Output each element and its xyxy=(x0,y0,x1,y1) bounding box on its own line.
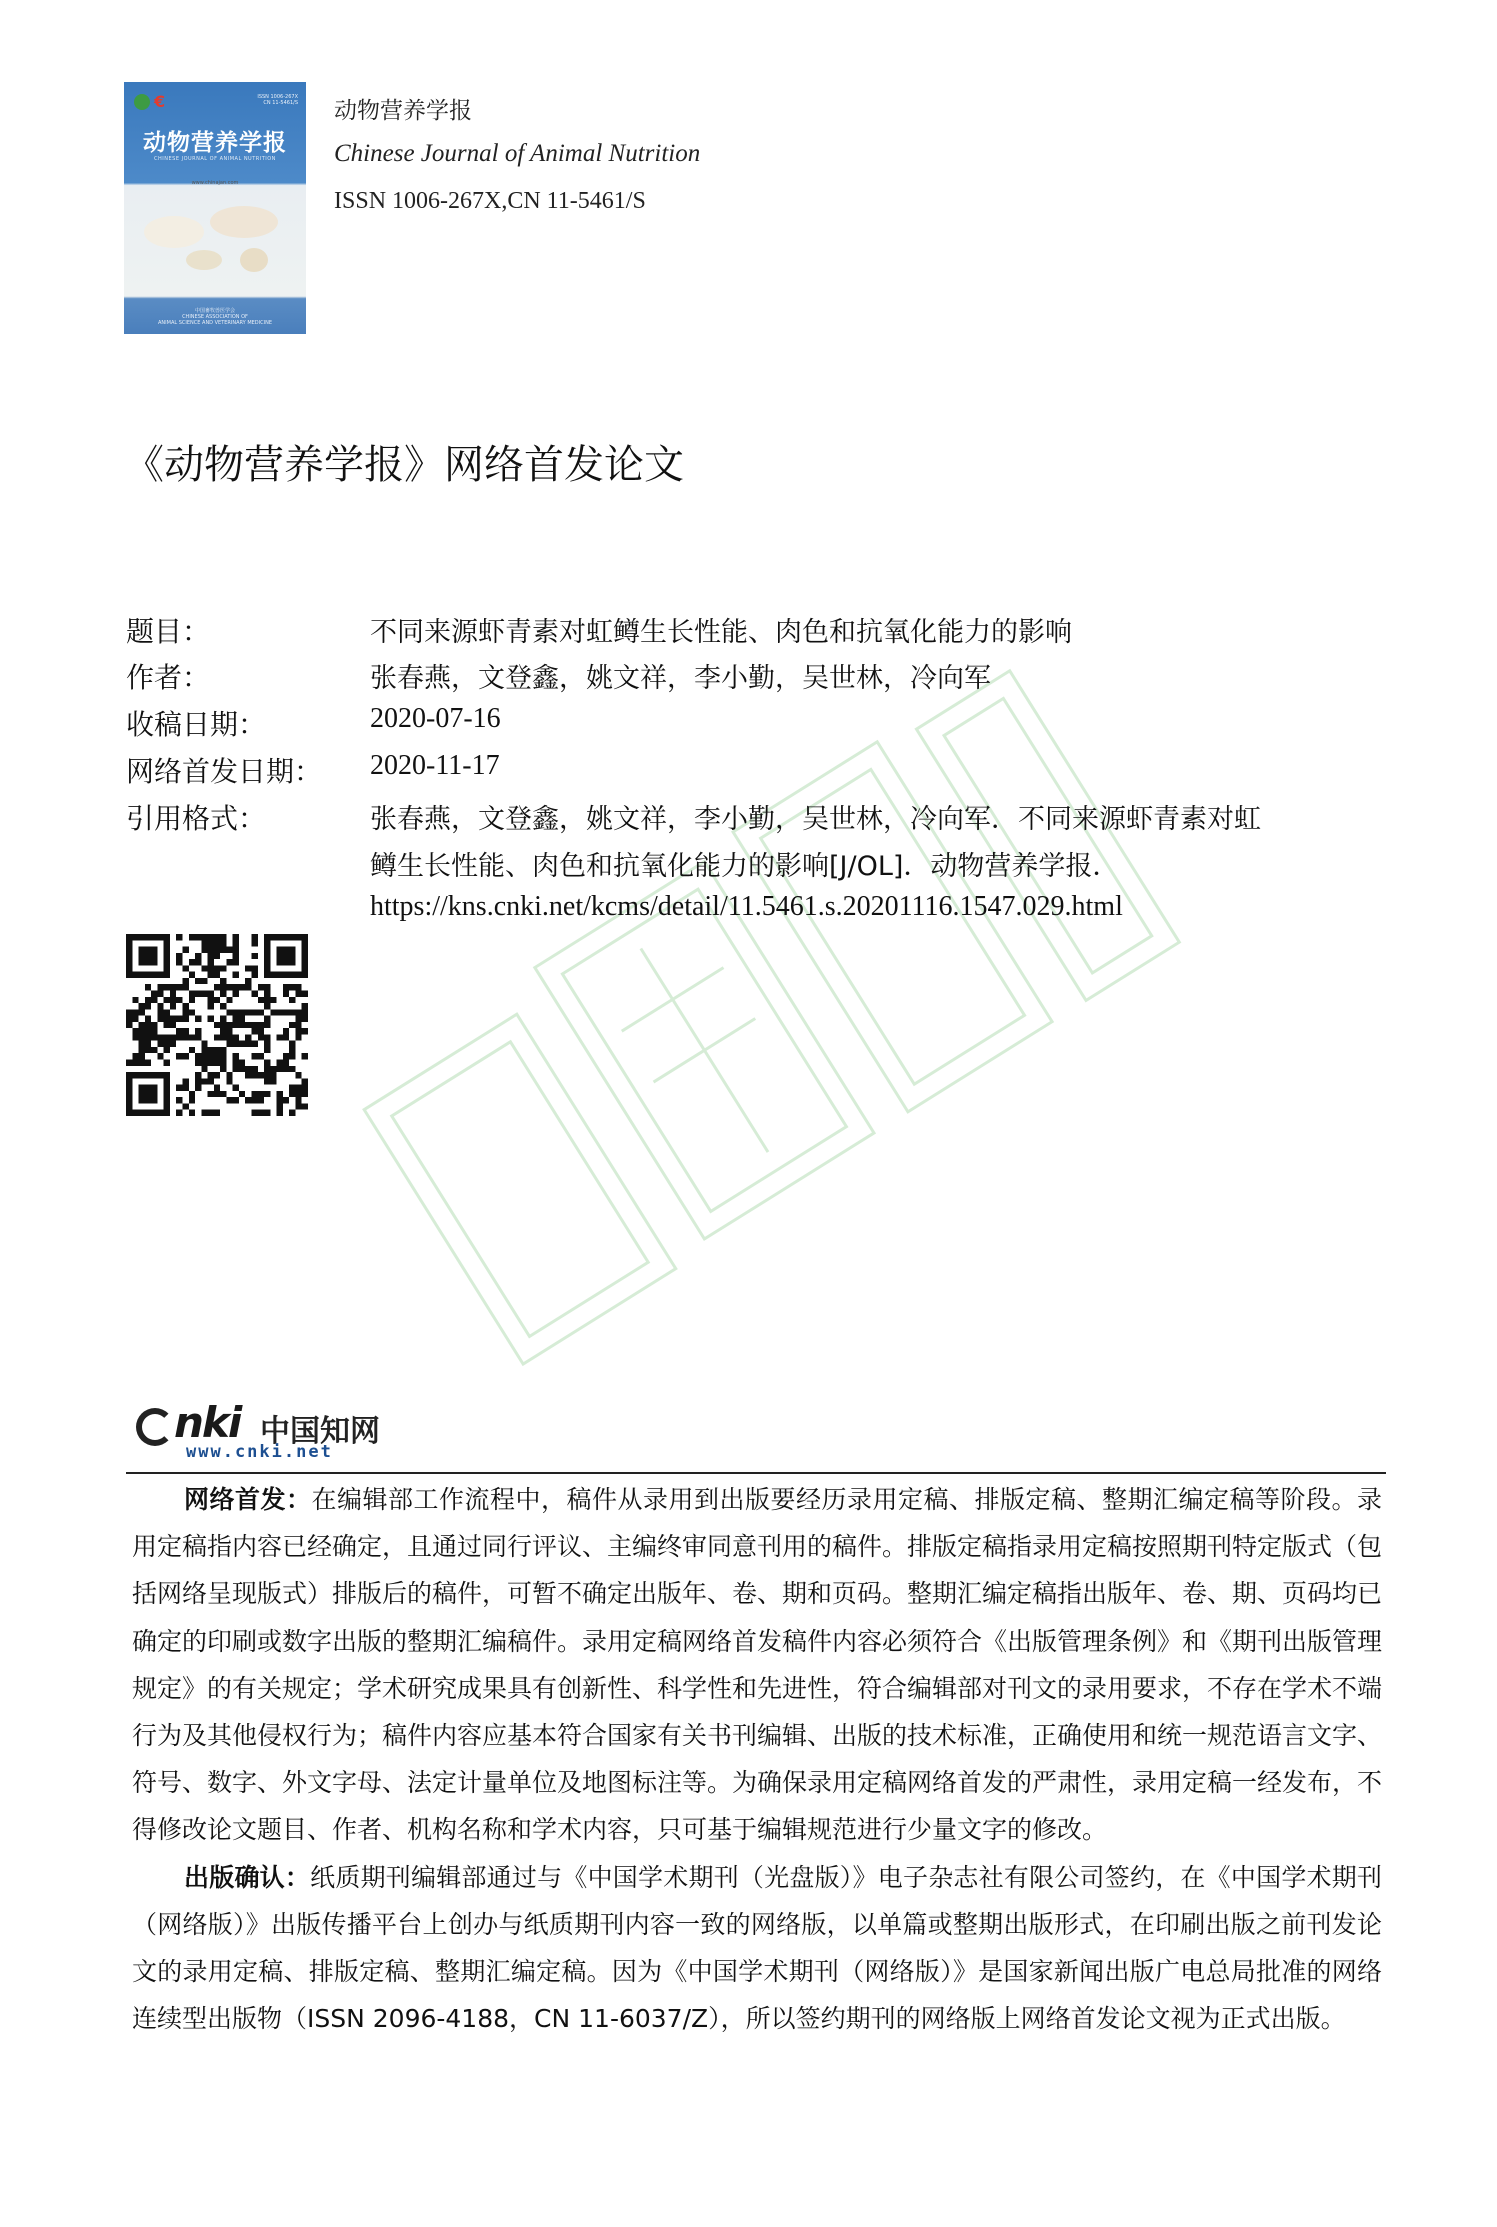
cnki-logo-word: nki xyxy=(174,1398,241,1447)
publication-confirm-lead: 出版确认： xyxy=(184,1862,311,1892)
online-first-text: 在编辑部工作流程中，稿件从录用到出版要经历录用定稿、排版定稿、整期汇编定稿等阶段。录用定稿指内容已经确定，且通过同行评议、主编终审同意刊用的稿件。排版定稿指录用定稿按照期刊特定版式（包括网络呈现版式）排版后的稿件，可暂不确定出版年、卷、期和页码。整期汇编定稿指出版年、卷、期、页码均已确定的印刷或数字出版的整期汇编稿件。录用定稿网络首发稿件内容必须符合《出版管理条例》和《期刊出版管理规定》的有关规定；学术研究成果具有创新性、科学性和先进性，符合编辑部对刊文的录用要求，不存在学术不端行为及其他侵权行为；稿件内容应基本符合国家有关书刊编辑、出版的技术标准，正确使用和统一规范语言文字、符号、数字、外文字母、法定计量单位及地图标注等。为确保录用定稿网络首发的严肃性，录用定稿一经发布，不得修改论文题目、作者、机构名称和学术内容，只可基于编辑规范进行少量文字的修改。 xyxy=(132,1485,1383,1845)
citation-url-link[interactable]: https://kns.cnki.net/kcms/detail/11.5461.s.20201116.1547.029.html xyxy=(370,891,1123,922)
animal-silhouettes-icon xyxy=(134,192,296,282)
cover-footer: 中国畜牧兽医学会 CHINESE ASSOCIATION OF ANIMAL SCIENCE AND VETERINARY MEDICINE xyxy=(158,308,272,326)
journal-name-cn: 动物营养学报 xyxy=(334,98,472,124)
cnki-watermark xyxy=(250,560,1250,1460)
journal-logo-icon xyxy=(134,94,150,110)
cover-issn: ISSN 1006-267X CN 11-5461/S xyxy=(257,94,298,106)
online-date-label: 网络首发日期： xyxy=(126,755,323,788)
title-label: 题目： xyxy=(126,615,211,648)
qr-code-icon[interactable] xyxy=(126,934,308,1116)
received-date-value: 2020-07-16 xyxy=(370,703,501,734)
cnki-c-icon xyxy=(136,1408,174,1446)
journal-issn: ISSN 1006-267X,CN 11-5461/S xyxy=(334,188,646,214)
publication-confirm-text: 纸质期刊编辑部通过与《中国学术期刊（光盘版）》电子杂志社有限公司签约，在《中国学术期刊（网络版）》出版传播平台上创办与纸质期刊内容一致的网络版，以单篇或整期出版形式，在印刷出版之前刊发论文的录用定稿、排版定稿、整期汇编定稿。因为《中国学术期刊（网络版）》是国家新闻出版广电总局批准的网络连续型出版物（ISSN 2096-4188，CN 11-6037/Z），所以签约期刊的网络版上网络首发论文视为正式出版。 xyxy=(132,1862,1382,2034)
cover-subtitle: CHINESE JOURNAL OF ANIMAL NUTRITION xyxy=(154,156,276,162)
online-first-paragraph xyxy=(132,1476,1382,1854)
citation-line-2: 鳟生长性能、肉色和抗氧化能力的影响[J/OL]．动物营养学报． xyxy=(370,851,1120,882)
online-first-lead: 网络首发： xyxy=(184,1485,312,1514)
citation-label: 引用格式： xyxy=(126,802,267,835)
citation-line-1: 张春燕，文登鑫，姚文祥，李小勤，吴世林，冷向军．不同来源虾青素对虹 xyxy=(370,804,1261,835)
cnki-url: www.cnki.net xyxy=(186,1442,333,1462)
publication-confirm-paragraph xyxy=(132,1854,1382,2043)
cnki-logo xyxy=(130,1400,390,1462)
journal-name-en: Chinese Journal of Animal Nutrition xyxy=(334,140,701,167)
cover-url: www.chinajan.com xyxy=(191,180,239,186)
journal-cover-image xyxy=(124,82,306,334)
divider xyxy=(126,1472,1386,1474)
online-date-value: 2020-11-17 xyxy=(370,750,500,781)
cnki-logo-cn: 中国知网 xyxy=(260,1414,380,1449)
page-title: 《动物营养学报》网络首发论文 xyxy=(124,442,684,488)
author-value: 张春燕，文登鑫，姚文祥，李小勤，吴世林，冷向军 xyxy=(370,663,991,694)
journal-logo-mark: € xyxy=(154,92,166,111)
received-date-label: 收稿日期： xyxy=(126,708,267,741)
cover-title: 动物营养学报 xyxy=(143,130,287,156)
author-label: 作者： xyxy=(126,661,211,694)
title-value: 不同来源虾青素对虹鳟生长性能、肉色和抗氧化能力的影响 xyxy=(370,617,1072,648)
publication-notice xyxy=(132,1476,1382,2042)
